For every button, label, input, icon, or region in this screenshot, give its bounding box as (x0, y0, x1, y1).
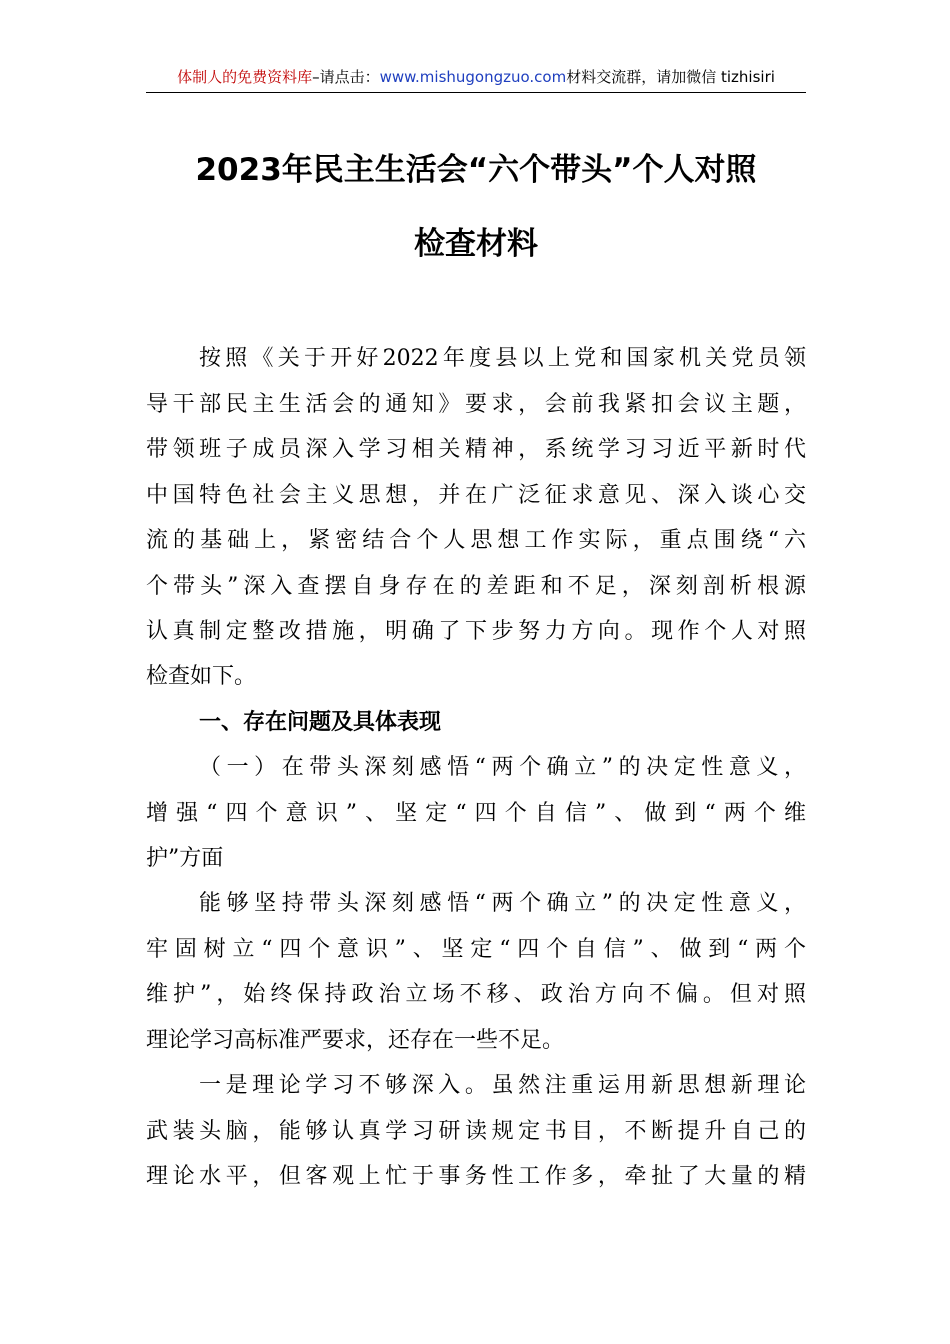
section-heading: 一、存在问题及具体表现 (199, 710, 442, 735)
paragraph-line: 牢固树立“四个意识”、坚定“四个自信”、做到“两个 (146, 937, 806, 962)
subsection-heading-line: （一）在带头深刻感悟“两个确立”的决定性意义， (199, 755, 806, 780)
paragraph-line: 检查如下。 (146, 664, 257, 689)
paragraph-line: 理论水平，但客观上忙于事务性工作多，牵扯了大量的精 (146, 1164, 806, 1189)
header-url-link[interactable]: www.mishugongzuo.com (379, 68, 567, 86)
paragraph-line: 中国特色社会主义思想，并在广泛征求意见、深入谈心交 (146, 483, 806, 508)
paragraph-line: 个带头”深入查摆自身存在的差距和不足，深刻剖析根源 (146, 574, 806, 599)
page-header (146, 66, 806, 93)
paragraph-line: 一是理论学习不够深入。虽然注重运用新思想新理论 (199, 1073, 806, 1098)
header-prompt: –请点击： (312, 68, 380, 86)
document-title-line-1: 2023年民主生活会“六个带头”个人对照 (195, 152, 757, 188)
header-suffix: 材料交流群，请加微信 tizhisiri (566, 68, 775, 86)
paragraph-line: 能够坚持带头深刻感悟“两个确立”的决定性意义， (199, 891, 806, 916)
paragraph-line: 按照《关于开好2022年度县以上党和国家机关党员领 (199, 346, 806, 371)
subsection-heading-line: 护”方面 (146, 846, 224, 871)
header-brand: 体制人的免费资料库 (177, 68, 313, 86)
paragraph-line: 认真制定整改措施，明确了下步努力方向。现作个人对照 (146, 619, 806, 644)
paragraph-line: 流的基础上，紧密结合个人思想工作实际，重点围绕“六 (146, 528, 806, 553)
paragraph-line: 理论学习高标准严要求，还存在一些不足。 (146, 1028, 565, 1053)
paragraph-line: 带领班子成员深入学习相关精神，系统学习习近平新时代 (146, 437, 806, 462)
paragraph-line: 武装头脑，能够认真学习研读规定书目，不断提升自己的 (146, 1119, 806, 1144)
paragraph-line: 维护”，始终保持政治立场不移、政治方向不偏。但对照 (146, 982, 806, 1007)
document-title-line-2: 检查材料 (414, 226, 538, 262)
subsection-heading-line: 增强“四个意识”、坚定“四个自信”、做到“两个维 (146, 801, 806, 826)
paragraph-line: 导干部民主生活会的通知》要求，会前我紧扣会议主题， (146, 392, 806, 417)
